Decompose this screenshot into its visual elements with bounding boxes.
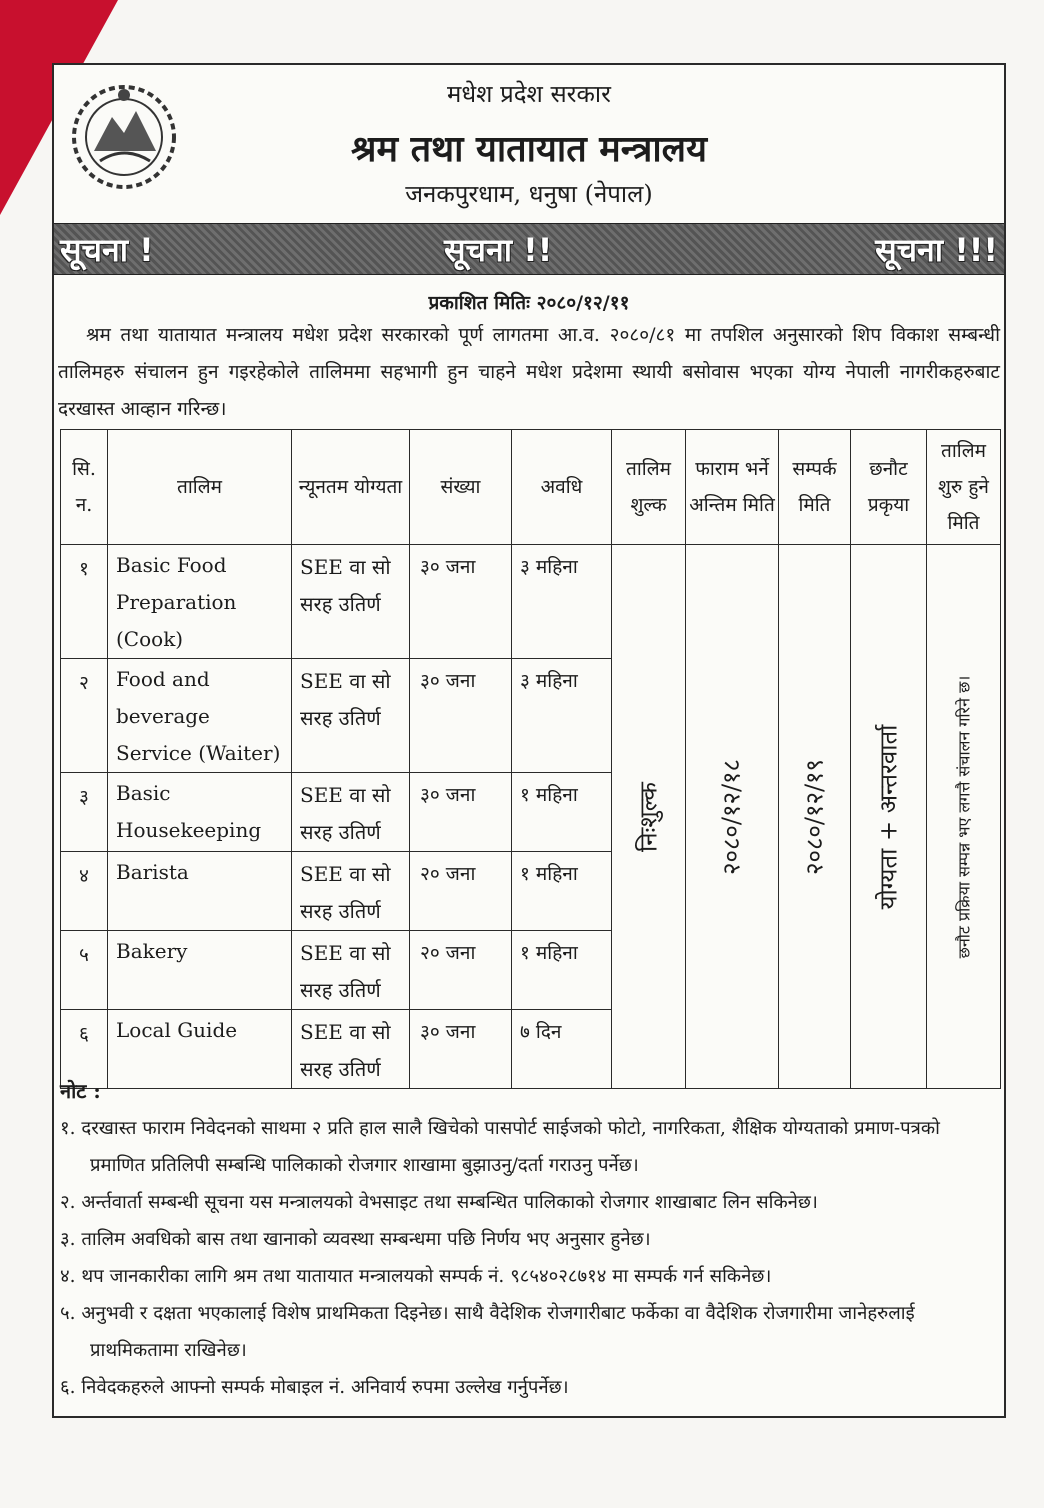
row-training-name: Basic Food Preparation (Cook) [108,545,292,659]
row-sn: २ [61,659,108,773]
table-header-row [61,430,1001,545]
contact-date-value: २०८०/१२/१९ [800,758,828,875]
banner-label-left: सूचना ! [60,231,154,269]
row-duration: १ महिना [512,773,612,852]
deadline-value: २०८०/१२/१८ [717,758,746,875]
row-duration: ७ दिन [512,1010,612,1089]
col-header-qualification: न्यूनतम योग्यता [292,430,410,545]
office-address: जनकपुरधाम, धनुषा (नेपाल) [405,180,653,208]
table-row [61,545,1001,659]
row-training-name: Bakery [108,931,292,1010]
row-qualification: SEE वा सो सरह उतिर्ण [292,773,410,852]
row-count: २० जना [410,852,512,931]
selection-value: योग्यता + अन्तरवार्ता [874,724,902,909]
note-item: ६. निवेदकहरुले आफ्नो सम्पर्क मोबाइल नं. अनिवार्य रुपमा उल्लेख गर्नुपर्नेछ। [60,1377,569,1398]
intro-paragraph: श्रम तथा यातायात मन्त्रालय मधेश प्रदेश सरकारको पूर्ण लागतमा आ.व. २०८०/८१ मा तपशिल अनुसारको शिप विकाश सम्बन्धी तालिमहरु संचालन हुन गइरहेकोले तालिममा सहभागी हुन चाहने मधेश प्रदेशमा स्थायी बसोवास भएका योग्य नेपाली नागरीकहरुबाट दरखास्त आव्हान गरिन्छ। [58,324,1000,420]
merged-start-cell [927,545,1001,1089]
row-qualification: SEE वा सो सरह उतिर्ण [292,659,410,773]
note-item: ४. थप जानकारीका लागि श्रम तथा यातायात मन्त्रालयको सम्पर्क नं. ९८५४०२८७१४ मा सम्पर्क गर्न सकिनेछ। [60,1266,772,1287]
row-qualification: SEE वा सो सरह उतिर्ण [292,852,410,931]
row-qualification: SEE वा सो सरह उतिर्ण [292,931,410,1010]
row-sn: १ [61,545,108,659]
row-sn: ३ [61,773,108,852]
row-count: ३० जना [410,659,512,773]
notes-title: नोट : [60,1079,101,1103]
note-item: ३. तालिम अवधिको बास तथा खानाको व्यवस्था सम्बन्धमा पछि निर्णय भए अनुसार हुनेछ। [60,1229,651,1250]
col-header-sn: सि. न. [61,430,108,545]
note-item: २. अर्न्तवार्ता सम्बन्धी सूचना यस मन्त्रालयको वेभसाइट तथा सम्बन्धित पालिकाको रोजगार शाखाबाट लिन सकिनेछ। [60,1192,818,1213]
note-item: १. दरखास्त फाराम निवेदनको साथमा २ प्रति हाल सालै खिचेको पासपोर्ट साईजको फोटो, नागरिकता, शैक्षिक योग्यताको प्रमाण-पत्रको प्रमाणित प्रतिलिपी सम्बन्धि पालिकाको रोजगार शाखामा बुझाउनु/दर्ता गराउनु पर्नेछ। [60,1118,940,1176]
col-header-count: संख्या [410,430,512,545]
col-header-start: तालिम शुरु हुने मिति [927,430,1001,545]
col-header-deadline: फाराम भर्ने अन्तिम मिति [686,430,779,545]
row-training-name: Barista [108,852,292,931]
row-duration: १ महिना [512,931,612,1010]
notes-section [60,1077,998,1406]
row-count: ३० जना [410,773,512,852]
col-header-training: तालिम [108,430,292,545]
col-header-contact: सम्पर्क मिति [779,430,851,545]
col-header-duration: अवधि [512,430,612,545]
merged-fee-cell [612,545,686,1089]
row-qualification: SEE वा सो सरह उतिर्ण [292,1010,410,1089]
col-header-fee: तालिम शुल्क [612,430,686,545]
row-duration: ३ महिना [512,545,612,659]
banner-label-right: सूचना !!! [875,231,998,269]
published-date: प्रकाशित मितिः २०८०/१२/११ [428,292,630,314]
merged-selection-cell [851,545,927,1089]
row-sn: ६ [61,1010,108,1089]
training-table [60,429,1001,1089]
ministry-name: श्रम तथा यातायात मन्त्रालय [351,128,707,170]
row-sn: ५ [61,931,108,1010]
notice-banner [54,223,1004,275]
row-count: २० जना [410,931,512,1010]
merged-contact-cell [779,545,851,1089]
col-header-selection: छनौट प्रकृया [851,430,927,545]
row-qualification: SEE वा सो सरह उतिर्ण [292,545,410,659]
row-training-name: Food and beverage Service (Waiter) [108,659,292,773]
merged-deadline-cell [686,545,779,1089]
notice-document [52,63,1006,1418]
fee-value: निःशुल्क [634,781,662,852]
letterhead [54,65,1004,223]
row-duration: ३ महिना [512,659,612,773]
row-count: ३० जना [410,1010,512,1089]
row-count: ३० जना [410,545,512,659]
note-item: ५. अनुभवी र दक्षता भएकालाई विशेष प्राथमिकता दिइनेछ। साथै वैदेशिक रोजगारीबाट फर्केका वा वैदेशिक रोजगारीमा जानेहरुलाई प्राथमिकतामा राखिनेछ। [60,1303,915,1361]
row-training-name: Local Guide [108,1010,292,1089]
row-duration: १ महिना [512,852,612,931]
row-training-name: Basic Housekeeping [108,773,292,852]
province-name: मधेश प्रदेश सरकार [447,80,611,108]
start-date-value: छनौट प्रक्रिया सम्पन्न भए लगत्तै संचालन गरिने छ। [954,675,973,958]
row-sn: ४ [61,852,108,931]
banner-label-center: सूचना !! [444,231,553,269]
